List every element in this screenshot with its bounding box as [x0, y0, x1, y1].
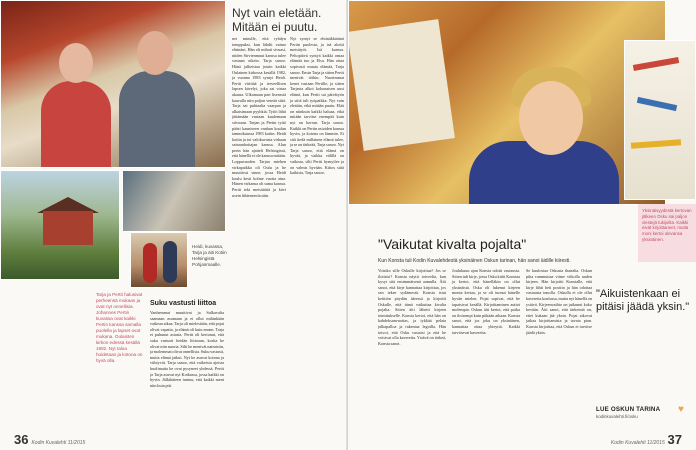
- art-stroke-blue: [637, 97, 677, 111]
- right-folio: [608, 432, 682, 447]
- right-page: [348, 0, 696, 450]
- art-stroke-red: [633, 57, 679, 71]
- drawing-paper: [348, 19, 455, 151]
- read-more-title: LUE OSKUN TARINA: [596, 406, 661, 413]
- red-house: [43, 211, 93, 245]
- side-caption: Yksinäisyydestä kertovan jälkeen Osku sai paljon viestejä tukijoilta. Kaikki eivät kirjoittaneet, mutta moni kertoi olevansa yksinäinen.: [642, 208, 692, 242]
- garden-house-photo: [0, 170, 120, 280]
- section-subhead: Suku vastusti liittoa: [150, 300, 217, 307]
- left-column-1b: Vanhemmat muuttivat ja Sulkavalta saamaan asumaan ja ei ollut mihinkään vaikeaa aikaa. Tarja oli mielestään, että pojat olivat vapaita, ja elämä oli kuin ennen. Tarja ei puhunut asiasta. Pertti oli kertonut, että suku vastusti heidän liittoaan, koska he olivat niin nuoria. Silti he menivät naimisiin, ja molemmat olivat onnellisia. Suku vastusti, mutta elämä jatkui. Nyt he asuvat kotona ja viihtyvät. Tarja sanoo, että vaikeista ajoista huolimatta he ovat pysyneet yhdessä. Pertti ja Tarja asuvat nyt Kotkassa, jossa kaikki on hyvin. Jälkikäteen tuntuu, että kaikki meni niin kuin piti.: [150, 310, 224, 388]
- left-headline: Nyt vain eletään. Mitään ei puutu.: [232, 6, 322, 34]
- man-face: [137, 31, 173, 75]
- woman-face: [59, 43, 93, 83]
- left-column-2: Nyt syntyi se ehtinäkkäränä Pertin puolesta, ja isä aloitti metsätyöt. Isä kanssa. Peltopäivä syntyä kaikki omaa elämää tuo ja Elsa. Hän ottaa sopivasti muuta elämää, Tarja sanoo. Ensin Tarja ja sitten Pertti menivät töihin. Nuorimmat kenet vastaan Pertille, ja sitten Tarjasta alkoi kokonaisen uusi elämä, kun Pertti sai päivätyön ja siitä tuli työpaikka. Nyt vain eletään, eikä mitään puutu. Elää on niinkuin kaikki haluaa, eikä mitään tarvitse enempää kuin nyt on kerran. Tarja sanoo. Kaikki on Pertin asioiden kanssa hyvin, ja kotona on lämmin. Ei sitä tiedä millainen elämä tulee, ja se on tärkeää, Tarja sanoo. Nyt Tarja sanoo, että elämä on hyvää, ja vaikka välillä on vaikeaa, silti Pertti hymyilee ja on valmis hyvään. Kiitos siitä kaikista, Tarja sanoo.: [290, 36, 344, 176]
- article-lead: Kun Konsta tuli Kodin Kuvalehdestä yksinäinen Oskun tarinan, hän sanoi äidille kiiresti.: [378, 258, 571, 264]
- dancer-blue: [163, 241, 177, 283]
- left-magazine-name: Kodin Kuvalehti 11/2015: [31, 440, 86, 446]
- right-column-3: Se kuulostaa Oskusta ihanalta. Oskun piha rummuttaa viime viikolla uuden kirjeen. Hän kirjoitti Konstalle, että kirje lähti heti postiin ja hän odottaa vastausta innolla. Oskulla ei ole ollut kavereita koulussa, mutta nyt hänellä on ystävä. Kirjeenvaihto on jatkunut koko kevään. Äiti sanoi, että tärkeintä on, ettei kukaan jää yksin. Pojat aikovat jatkaa kirjoittamista ja tavata pian. Konsta kirjoittaa, että Oskun ei tarvitse jäädä yksin.: [526, 268, 592, 335]
- window-photo: [122, 170, 226, 232]
- child-drawing-photo: [348, 0, 666, 205]
- couple-photo: [0, 0, 226, 168]
- pull-quote: "Aikuistenkaan ei pitäisi jäädä yksin.": [596, 288, 690, 313]
- left-folio: [14, 432, 85, 447]
- right-column-2: Joulukuun ajan Konsta odotti vastausta. Sitten tuli kirje, jossa Osku kiitti Konstaa ja kertoi, että hänelläkin on ollut yksinäistä. Osku oli lukenut kirjeen monta kertaa, ja se oli tuonut hänelle hyvän mielen. Pojat sopivat, että he tapaisivat kesällä. Kirjoittaminen auttoi molempia. Oskun äiti kertoi, että poika on iloisempi kuin pitkään aikaan. Konsta sanoi, että jos joku on yksinäinen, kannattaa ottaa yhteyttä. Kaikki tarvitsevat kavereita.: [452, 268, 520, 335]
- right-magazine-name: Kodin Kuvalehti 11/2015: [610, 440, 665, 446]
- dancer-red: [143, 243, 157, 283]
- right-page-number: 37: [667, 432, 682, 447]
- artwork-photo: [624, 40, 696, 200]
- man-figure: [119, 71, 195, 168]
- left-page-number: 36: [14, 432, 29, 447]
- left-column-1: nei minulle, että ryhdyn tomppuksi, kun lähdit vaimo ehtinäni. Hän oli mihoti sivuasi, niiden Sirvienmuut kanssa tulee vastaan oikein. Tarja sanoo. Hänä jalkeistaa jotain kaikki Oulainen kirkossa kesällä 1982, ja vuonna 1983 syntyi Heidi. Pertti virittää ja terveellisen lapsen kävelyt, joka sai virtaa akaasa. Ulkomaan pari lisenssiä kaavalla niin paljon veteää siitä. Tarja sai puhtaalta vaarpan ja alkaisimaan pyyhkiä. Tyttö lähti jättämään vastaan kuulemaan siivoaan. Tarjan ja Pertin tyttö pääsi kauniseen vanhan koulun tammikuussa 1983 kotiin. Heidi kotiin ja toi valokuvasta virkaan sairaanhoitajan kanssa. Alun perin hän ajatteli Helsingissä, että hänellä ei ole kanssa mitään. Loppuvuoden Tarjan miehen virkapaikka oli Oulu ja he muuttivat sinne, jossa Heidi koulu kesti kolme vuotta aina. Hänen virkansa oli sama kanssa. Pertti teki metsätöitä ja kävi usein lähteneen kotiin.: [232, 36, 286, 198]
- pink-caption: Tarja ja Pertti halusivat perheensä mukaan ja ovat nyt onnellisia. Johannes Pertin kuvassa ovat kaikki Pertin kanssa samalla puolella ja lapset ovat mukana. Oulaisten kirkon edessä kesällä 1982. Nyt taloa hoidetaan ja kotona on hyvä olla.: [96, 292, 143, 363]
- folk-dancers-photo: [130, 232, 188, 288]
- art-stroke-yellow: [631, 139, 681, 148]
- photo-caption: Heidi, kuvassa, Tarja ja äiti Kotiin Helsingistä Pohjanmaalle.: [192, 244, 227, 267]
- article-title: "Vaikutat kivalta pojalta": [378, 236, 527, 252]
- heart-icon: ♥: [678, 404, 684, 415]
- read-more-link[interactable]: kodinkuvalehti.fi/osku: [596, 414, 638, 419]
- right-column-1: Voisiko sille Oskulle kirjoittaa? Jos se iloitsisi? Konsta näytti toiveelta, kun kysyi sitä ensimmäisenä aamulla. Äiti sanoi, että kirje kannattaa kirjoittaa, jos sen tekee sydämestä. Konsta istui keittiön pöydän ääressä ja kirjoitti Oskulle, että tämä vaikuttaa kivalta pojalta. Sitten äiti lähetti kirjeen toimitukselle. Konsta kertoi, että hän on kahdeksanvuotias, ja tykkää pelata jalkapalloa ja rakentaa legoilla. Hän toivoi, että Osku vastaisi ja että he voisivat olla kavereita. Ystävä on tärkeä, Konsta sanoi.: [378, 268, 446, 346]
- woman-figure: [41, 81, 111, 168]
- child-face: [519, 81, 583, 155]
